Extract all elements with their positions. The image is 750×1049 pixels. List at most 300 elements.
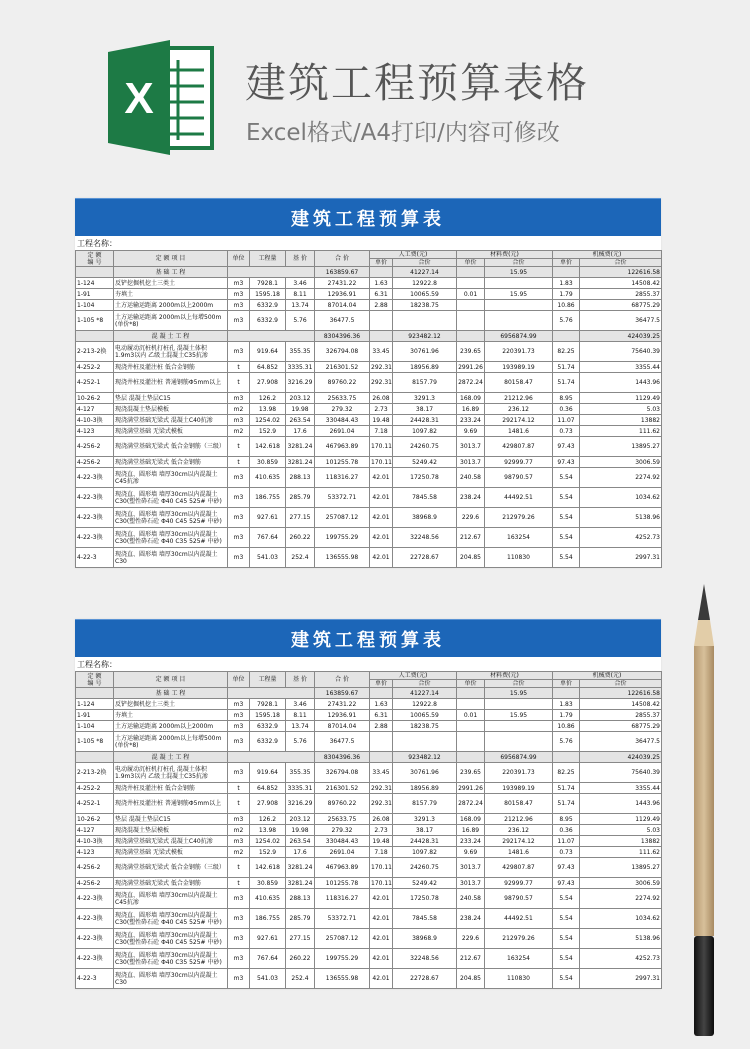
cell-ct: 68775.29 xyxy=(580,721,662,732)
cell-code: 4-252-2 xyxy=(76,783,114,794)
cell-mt: 193989.19 xyxy=(485,783,553,794)
cell-price: 203.12 xyxy=(286,393,315,404)
cell-ct: 3355.44 xyxy=(580,783,662,794)
cell-ct: 36477.5 xyxy=(580,311,662,331)
cell-mu: 3013.7 xyxy=(457,457,485,468)
cell xyxy=(76,267,114,278)
cell-price: 252.4 xyxy=(286,548,315,568)
cell-unit: m3 xyxy=(228,732,250,752)
cell xyxy=(228,688,315,699)
cell-price: 3.46 xyxy=(286,278,315,289)
cell-mu xyxy=(457,732,485,752)
table-row xyxy=(76,488,662,508)
cell-price: 288.13 xyxy=(286,468,315,488)
cell-mt: 44492.51 xyxy=(485,488,553,508)
cell-lu xyxy=(370,732,393,752)
col-header-subtotal: 合价 xyxy=(580,259,662,267)
cell-cu: 8.95 xyxy=(553,393,580,404)
cell-qty: 767.64 xyxy=(250,949,286,969)
cell-qty: 6332.9 xyxy=(250,300,286,311)
cell-lt: 12922.8 xyxy=(393,278,457,289)
cell-qty: 186.755 xyxy=(250,488,286,508)
cell-mu: 239.65 xyxy=(457,763,485,783)
cell-total: 118316.27 xyxy=(315,889,370,909)
cell-item: 现浇直、圆形墙 墙厚30cm以内混凝土C30 xyxy=(114,969,228,989)
cell-item: 反铲挖掘机挖土三类土 xyxy=(114,278,228,289)
cell-lt: 22728.67 xyxy=(393,548,457,568)
page-subtitle: Excel格式/A4打印/内容可修改 xyxy=(246,120,560,146)
cell-total: 199755.29 xyxy=(315,949,370,969)
cell-unit: m2 xyxy=(228,404,250,415)
cell-lu: 170.11 xyxy=(370,437,393,457)
cell-unit: t xyxy=(228,362,250,373)
cell-qty: 13.98 xyxy=(250,404,286,415)
cell-lu: 42.01 xyxy=(370,969,393,989)
table-row xyxy=(76,732,662,752)
cell-unit: m3 xyxy=(228,488,250,508)
cell-unit: m3 xyxy=(228,300,250,311)
col-header-subtotal: 合价 xyxy=(393,259,457,267)
cell-cu: 0.36 xyxy=(553,825,580,836)
cell-ct: 2997.31 xyxy=(580,969,662,989)
cell-lt: 5249.42 xyxy=(393,457,457,468)
cell-lu: 6.31 xyxy=(370,710,393,721)
cell-lt xyxy=(393,732,457,752)
cell-lu: 42.01 xyxy=(370,528,393,548)
cell-cu: 5.54 xyxy=(553,909,580,929)
cell-qty: 6332.9 xyxy=(250,732,286,752)
section-name: 基 础 工 程 xyxy=(114,267,228,278)
cell-mu: 204.85 xyxy=(457,969,485,989)
table-row xyxy=(76,528,662,548)
cell-cu: 1.79 xyxy=(553,710,580,721)
cell-code: 1-124 xyxy=(76,278,114,289)
cell-item: 土方运输运距离 2000m以上2000m xyxy=(114,300,228,311)
cell-price: 260.22 xyxy=(286,949,315,969)
cell-ct: 5138.96 xyxy=(580,508,662,528)
table-row xyxy=(76,426,662,437)
table-row xyxy=(76,415,662,426)
cell-code: 1-91 xyxy=(76,289,114,300)
cell-lt: 32248.56 xyxy=(393,949,457,969)
cell-unit: t xyxy=(228,457,250,468)
cell-lt: 3291.3 xyxy=(393,814,457,825)
cell-qty: 142.618 xyxy=(250,858,286,878)
cell-code: 4-252-2 xyxy=(76,362,114,373)
cell-code: 4-22-3换 xyxy=(76,488,114,508)
cell-cu: 51.74 xyxy=(553,783,580,794)
cell-total: 199755.29 xyxy=(315,528,370,548)
budget-sheet-2 xyxy=(75,619,661,989)
section-labor-total: 41227.14 xyxy=(393,267,457,278)
cell-qty: 927.61 xyxy=(250,508,286,528)
cell-qty: 6332.9 xyxy=(250,721,286,732)
cell-lt: 38.17 xyxy=(393,404,457,415)
cell xyxy=(228,267,315,278)
cell-total: 25633.75 xyxy=(315,814,370,825)
cell-total: 467963.89 xyxy=(315,858,370,878)
cell-item: 现浇满堂基础 无梁式模板 xyxy=(114,847,228,858)
col-header-unit: 单位 xyxy=(228,672,250,688)
cell-cu: 5.76 xyxy=(553,311,580,331)
cell-lu: 42.01 xyxy=(370,909,393,929)
cell-cu: 51.74 xyxy=(553,362,580,373)
cell-item: 现浇直、圆形墙 墙厚30cm以内混凝土C30(塑性砕石砼 Φ40 C45 525# 中砂) xyxy=(114,929,228,949)
cell-unit: m3 xyxy=(228,969,250,989)
cell-total: 326794.08 xyxy=(315,342,370,362)
cell-item: 现浇直、圆形墙 墙厚30cm以内混凝土C30(塑性砕石砼 Φ40 C35 525# 中砂) xyxy=(114,528,228,548)
cell-ct: 13895.27 xyxy=(580,858,662,878)
cell xyxy=(228,331,315,342)
cell-mt: 1481.6 xyxy=(485,847,553,858)
project-name-label: 工程名称： xyxy=(77,239,117,248)
table-row xyxy=(76,404,662,415)
cell-unit: m3 xyxy=(228,909,250,929)
cell-mt: 429807.87 xyxy=(485,858,553,878)
cell-lu: 33.45 xyxy=(370,763,393,783)
cell-item: 现浇混凝土垫层模板 xyxy=(114,825,228,836)
cell-qty: 126.2 xyxy=(250,393,286,404)
cell-unit: m2 xyxy=(228,426,250,437)
cell-item: 现浇井桩及灌注桩 低合金钢筋 xyxy=(114,362,228,373)
cell-price: 13.74 xyxy=(286,300,315,311)
cell-price: 5.76 xyxy=(286,732,315,752)
table-row xyxy=(76,699,662,710)
cell-unit: m3 xyxy=(228,814,250,825)
cell-unit: m2 xyxy=(228,825,250,836)
sheet-title: 建筑工程预算表 xyxy=(75,619,661,659)
cell-cu: 51.74 xyxy=(553,373,580,393)
cell-code: 4-127 xyxy=(76,825,114,836)
cell-ct: 1034.62 xyxy=(580,488,662,508)
cell-mu: 204.85 xyxy=(457,548,485,568)
section-total: 8304396.36 xyxy=(315,752,370,763)
cell-qty: 410.635 xyxy=(250,468,286,488)
col-header-unit-price: 单价 xyxy=(553,259,580,267)
cell-mt: 193989.19 xyxy=(485,362,553,373)
cell-lt: 24260.75 xyxy=(393,858,457,878)
cell-lu: 26.08 xyxy=(370,393,393,404)
cell-lu: 170.11 xyxy=(371,879,392,887)
cell-mt xyxy=(485,732,553,752)
cell-lu: 2.88 xyxy=(370,721,393,732)
cell-lt: 10065.59 xyxy=(393,289,457,300)
cell-code: 4-252-1 xyxy=(76,794,114,814)
cell-lu: 33.45 xyxy=(370,342,393,362)
table-row xyxy=(76,437,662,457)
cell-price: 3281.24 xyxy=(286,437,315,457)
cell-unit: m3 xyxy=(228,763,250,783)
cell-unit: m3 xyxy=(228,889,250,909)
cell-mt: 163254 xyxy=(485,528,553,548)
cell xyxy=(553,267,580,278)
table-row xyxy=(76,289,662,300)
cell-lu: 292.31 xyxy=(370,373,393,393)
cell-total: 27431.22 xyxy=(315,699,370,710)
section-material-total: 6956874.99 xyxy=(485,752,553,763)
cell-price: 17.6 xyxy=(286,426,315,437)
cell-ct: 111.62 xyxy=(580,426,662,437)
cell-code: 4-10-3换 xyxy=(76,836,114,847)
cell-total: 467963.89 xyxy=(315,437,370,457)
cell-total: 27431.22 xyxy=(315,278,370,289)
cell-mu: 240.58 xyxy=(457,468,485,488)
sheet-title: 建筑工程预算表 xyxy=(75,198,661,238)
col-header-unit-price: 单价 xyxy=(457,259,485,267)
cell-ct: 14508.42 xyxy=(580,278,662,289)
cell xyxy=(76,752,114,763)
cell-ct: 2274.92 xyxy=(580,889,662,909)
cell-mt xyxy=(485,300,553,311)
excel-icon-letter: X xyxy=(124,74,154,123)
cell-qty: 541.03 xyxy=(250,969,286,989)
cell-mu: 229.6 xyxy=(457,929,485,949)
cell-total: 216301.52 xyxy=(315,362,370,373)
col-header-base-price: 基 价 xyxy=(286,251,315,267)
cell-lu: 42.01 xyxy=(370,488,393,508)
cell-cu: 82.25 xyxy=(553,342,580,362)
cell-cu: 5.54 xyxy=(553,468,580,488)
cell-mu: 229.6 xyxy=(457,508,485,528)
cell-ct: 1129.49 xyxy=(580,393,662,404)
cell-mt: 1481.6 xyxy=(485,426,553,437)
cell-mt: 212979.26 xyxy=(485,508,553,528)
cell-mt: 110830 xyxy=(485,969,553,989)
cell-total: 330484.43 xyxy=(315,415,370,426)
cell-mu: 239.65 xyxy=(457,342,485,362)
section-total: 163859.67 xyxy=(315,688,370,699)
cell-mu: 212.67 xyxy=(457,949,485,969)
cell-mu: 168.09 xyxy=(457,814,485,825)
cell-mu: 3013.7 xyxy=(457,878,485,889)
col-header-qty: 工程量 xyxy=(250,251,286,267)
table-row xyxy=(76,929,662,949)
table-row xyxy=(76,878,662,889)
cell-cu: 82.25 xyxy=(553,763,580,783)
cell-code: 2-213-2换 xyxy=(76,763,114,783)
cell-mt: 21212.96 xyxy=(485,393,553,404)
section-labor-total: 923482.12 xyxy=(393,331,457,342)
cell-cu: 5.54 xyxy=(553,508,580,528)
col-header-material: 材料费(元) xyxy=(457,672,553,680)
cell-lt: 24428.31 xyxy=(393,415,457,426)
cell-cu: 11.07 xyxy=(553,415,580,426)
cell xyxy=(457,267,485,278)
cell-ct: 14508.42 xyxy=(580,699,662,710)
cell-price: 3281.24 xyxy=(286,858,315,878)
cell-unit: t xyxy=(228,437,250,457)
cell-unit: m3 xyxy=(228,468,250,488)
cell-total: 2691.04 xyxy=(315,426,370,437)
cell-mt: 92999.77 xyxy=(485,457,553,468)
section-material-total: 6956874.99 xyxy=(485,331,553,342)
cell-code: 4-256-2 xyxy=(76,437,114,457)
cell-qty: 27.908 xyxy=(250,794,286,814)
cell xyxy=(553,752,580,763)
cell-code: 1-91 xyxy=(76,710,114,721)
cell-ct: 3006.59 xyxy=(580,457,662,468)
cell-lt: 8157.79 xyxy=(393,373,457,393)
cell-mt: 92999.77 xyxy=(485,878,553,889)
cell-lu: 42.01 xyxy=(370,508,393,528)
cell xyxy=(370,331,393,342)
cell-ct: 75640.39 xyxy=(580,342,662,362)
cell-total: 2691.04 xyxy=(315,847,370,858)
cell-code: 1-104 xyxy=(76,721,114,732)
col-header-total: 合 价 xyxy=(315,251,370,267)
cell-lt: 5249.42 xyxy=(393,878,457,889)
cell-mt xyxy=(485,278,553,289)
cell-cu: 97.43 xyxy=(553,437,580,457)
cell-mt: 292174.12 xyxy=(485,415,553,426)
cell xyxy=(457,752,485,763)
cell-qty: 410.635 xyxy=(250,889,286,909)
cell-item: 电动履动沉桩机打桩孔 混凝土体积1.9m3以内 乙级土混凝土C35抗渗 xyxy=(114,342,228,362)
cell-ct: 5.03 xyxy=(580,825,662,836)
excel-icon xyxy=(108,40,216,155)
cell-price: 260.22 xyxy=(286,528,315,548)
cell-mu: 233.24 xyxy=(457,415,485,426)
page-header xyxy=(0,0,750,190)
cell-lu xyxy=(370,311,393,331)
cell-lt: 8157.79 xyxy=(393,794,457,814)
cell-lu: 42.01 xyxy=(370,929,393,949)
section-machine-total: 122616.58 xyxy=(580,688,662,699)
cell-total: 279.32 xyxy=(315,825,370,836)
cell-code: 1-105 *8 xyxy=(76,311,114,331)
cell-unit: m2 xyxy=(228,847,250,858)
cell-item: 现浇井桩及灌注桩 普通钢筋Φ5mm以上 xyxy=(114,794,228,814)
budget-table xyxy=(75,671,662,989)
cell-lu: 292.31 xyxy=(371,363,392,371)
cell-price: 3281.24 xyxy=(286,457,315,468)
cell-mt: 44492.51 xyxy=(485,909,553,929)
cell-price: 252.4 xyxy=(286,969,315,989)
cell-price: 19.98 xyxy=(286,404,315,415)
cell-item: 现浇直、圆形墙 墙厚30cm以内混凝土C45抗渗 xyxy=(114,468,228,488)
cell-total: 136555.98 xyxy=(315,969,370,989)
cell-price: 285.79 xyxy=(286,909,315,929)
cell-qty: 152.9 xyxy=(250,847,286,858)
cell-lt: 18956.89 xyxy=(393,783,457,794)
cell-mt: 15.95 xyxy=(485,289,553,300)
table-row xyxy=(76,721,662,732)
cell-item: 现浇满堂基础无梁式 混凝土C40抗渗 xyxy=(114,415,228,426)
cell-item: 垫层 混凝土垫层C15 xyxy=(114,814,228,825)
cell-total: 279.32 xyxy=(315,404,370,415)
cell-price: 3216.29 xyxy=(286,373,315,393)
cell-code: 1-124 xyxy=(76,699,114,710)
cell-mu: 2991.26 xyxy=(458,784,483,792)
cell-cu: 0.36 xyxy=(553,404,580,415)
table-row xyxy=(76,342,662,362)
cell-cu: 8.95 xyxy=(553,814,580,825)
cell-item: 现浇满堂基础无梁式 低合金钢筋（三级） xyxy=(114,437,228,457)
table-row xyxy=(76,508,662,528)
cell-lu: 19.48 xyxy=(370,415,393,426)
section-total: 8304396.36 xyxy=(315,331,370,342)
cell-qty: 7928.1 xyxy=(250,278,286,289)
cell-lt: 18238.75 xyxy=(393,300,457,311)
cell-unit: m3 xyxy=(228,836,250,847)
cell-unit: m3 xyxy=(228,528,250,548)
cell-code: 4-22-3换 xyxy=(76,508,114,528)
col-header-base-price: 基 价 xyxy=(286,672,315,688)
cell-ct: 13882 xyxy=(580,415,662,426)
col-header-item: 定 额 项 目 xyxy=(114,251,228,267)
cell-mt xyxy=(485,699,553,710)
cell-mu: 238.24 xyxy=(457,488,485,508)
cell-total: 89760.22 xyxy=(315,373,370,393)
cell xyxy=(76,331,114,342)
cell-ct: 111.62 xyxy=(580,847,662,858)
section-total: 163859.67 xyxy=(315,267,370,278)
section-row xyxy=(76,688,662,699)
cell-lu: 42.01 xyxy=(370,548,393,568)
cell xyxy=(457,688,485,699)
col-header-labor: 人工费(元) xyxy=(370,672,457,680)
cell-mt: 212979.26 xyxy=(485,929,553,949)
cell-price: 3281.24 xyxy=(286,878,315,889)
cell-total: 216301.52 xyxy=(315,783,370,794)
section-name: 混 凝 土 工 程 xyxy=(114,752,228,763)
cell-mt: 21212.96 xyxy=(485,814,553,825)
col-header-code: 定 额 编 号 xyxy=(76,251,114,267)
cell-item: 现浇直、圆形墙 墙厚30cm以内混凝土C30 xyxy=(114,548,228,568)
cell-unit: m3 xyxy=(228,342,250,362)
table-row xyxy=(76,847,662,858)
cell-price: 277.15 xyxy=(286,929,315,949)
pencil-icon xyxy=(684,582,724,1042)
table-row xyxy=(76,710,662,721)
cell-unit: m3 xyxy=(228,929,250,949)
cell-mu: 3013.7 xyxy=(457,437,485,457)
cell-cu: 5.54 xyxy=(553,889,580,909)
cell-code: 4-256-2 xyxy=(76,878,114,889)
cell-ct: 2855.37 xyxy=(580,710,662,721)
cell-qty: 919.64 xyxy=(250,342,286,362)
cell-mt: 98790.57 xyxy=(485,889,553,909)
cell-lt: 18238.75 xyxy=(393,721,457,732)
cell-lt: 18956.89 xyxy=(393,362,457,373)
cell-mt: 98790.57 xyxy=(485,468,553,488)
cell-price: 288.13 xyxy=(286,889,315,909)
cell-cu: 1.83 xyxy=(553,278,580,289)
cell-lt: 12922.8 xyxy=(393,699,457,710)
cell xyxy=(370,752,393,763)
section-material-total: 15.95 xyxy=(485,688,553,699)
cell xyxy=(370,688,393,699)
table-row xyxy=(76,889,662,909)
cell-cu: 1.79 xyxy=(553,289,580,300)
cell-mu: 16.89 xyxy=(457,404,485,415)
cell-total: 257087.12 xyxy=(315,508,370,528)
cell-item: 电动履动沉桩机打桩孔 混凝土体积1.9m3以内 乙级土混凝土C35抗渗 xyxy=(114,763,228,783)
cell-price: 3216.29 xyxy=(286,794,315,814)
cell-mu: 168.09 xyxy=(457,393,485,404)
cell-total: 12936.91 xyxy=(315,289,370,300)
cell-mu xyxy=(457,300,485,311)
cell-mu: 240.58 xyxy=(457,889,485,909)
cell-cu: 5.54 xyxy=(553,969,580,989)
section-machine-total: 122616.58 xyxy=(580,267,662,278)
cell-lu: 2.73 xyxy=(370,825,393,836)
cell-cu: 10.86 xyxy=(553,721,580,732)
cell-total: 53372.71 xyxy=(315,909,370,929)
cell-item: 现浇井桩及灌注桩 普通钢筋Φ5mm以上 xyxy=(114,373,228,393)
cell-total: 36477.5 xyxy=(315,732,370,752)
cell-mt: 292174.12 xyxy=(485,836,553,847)
